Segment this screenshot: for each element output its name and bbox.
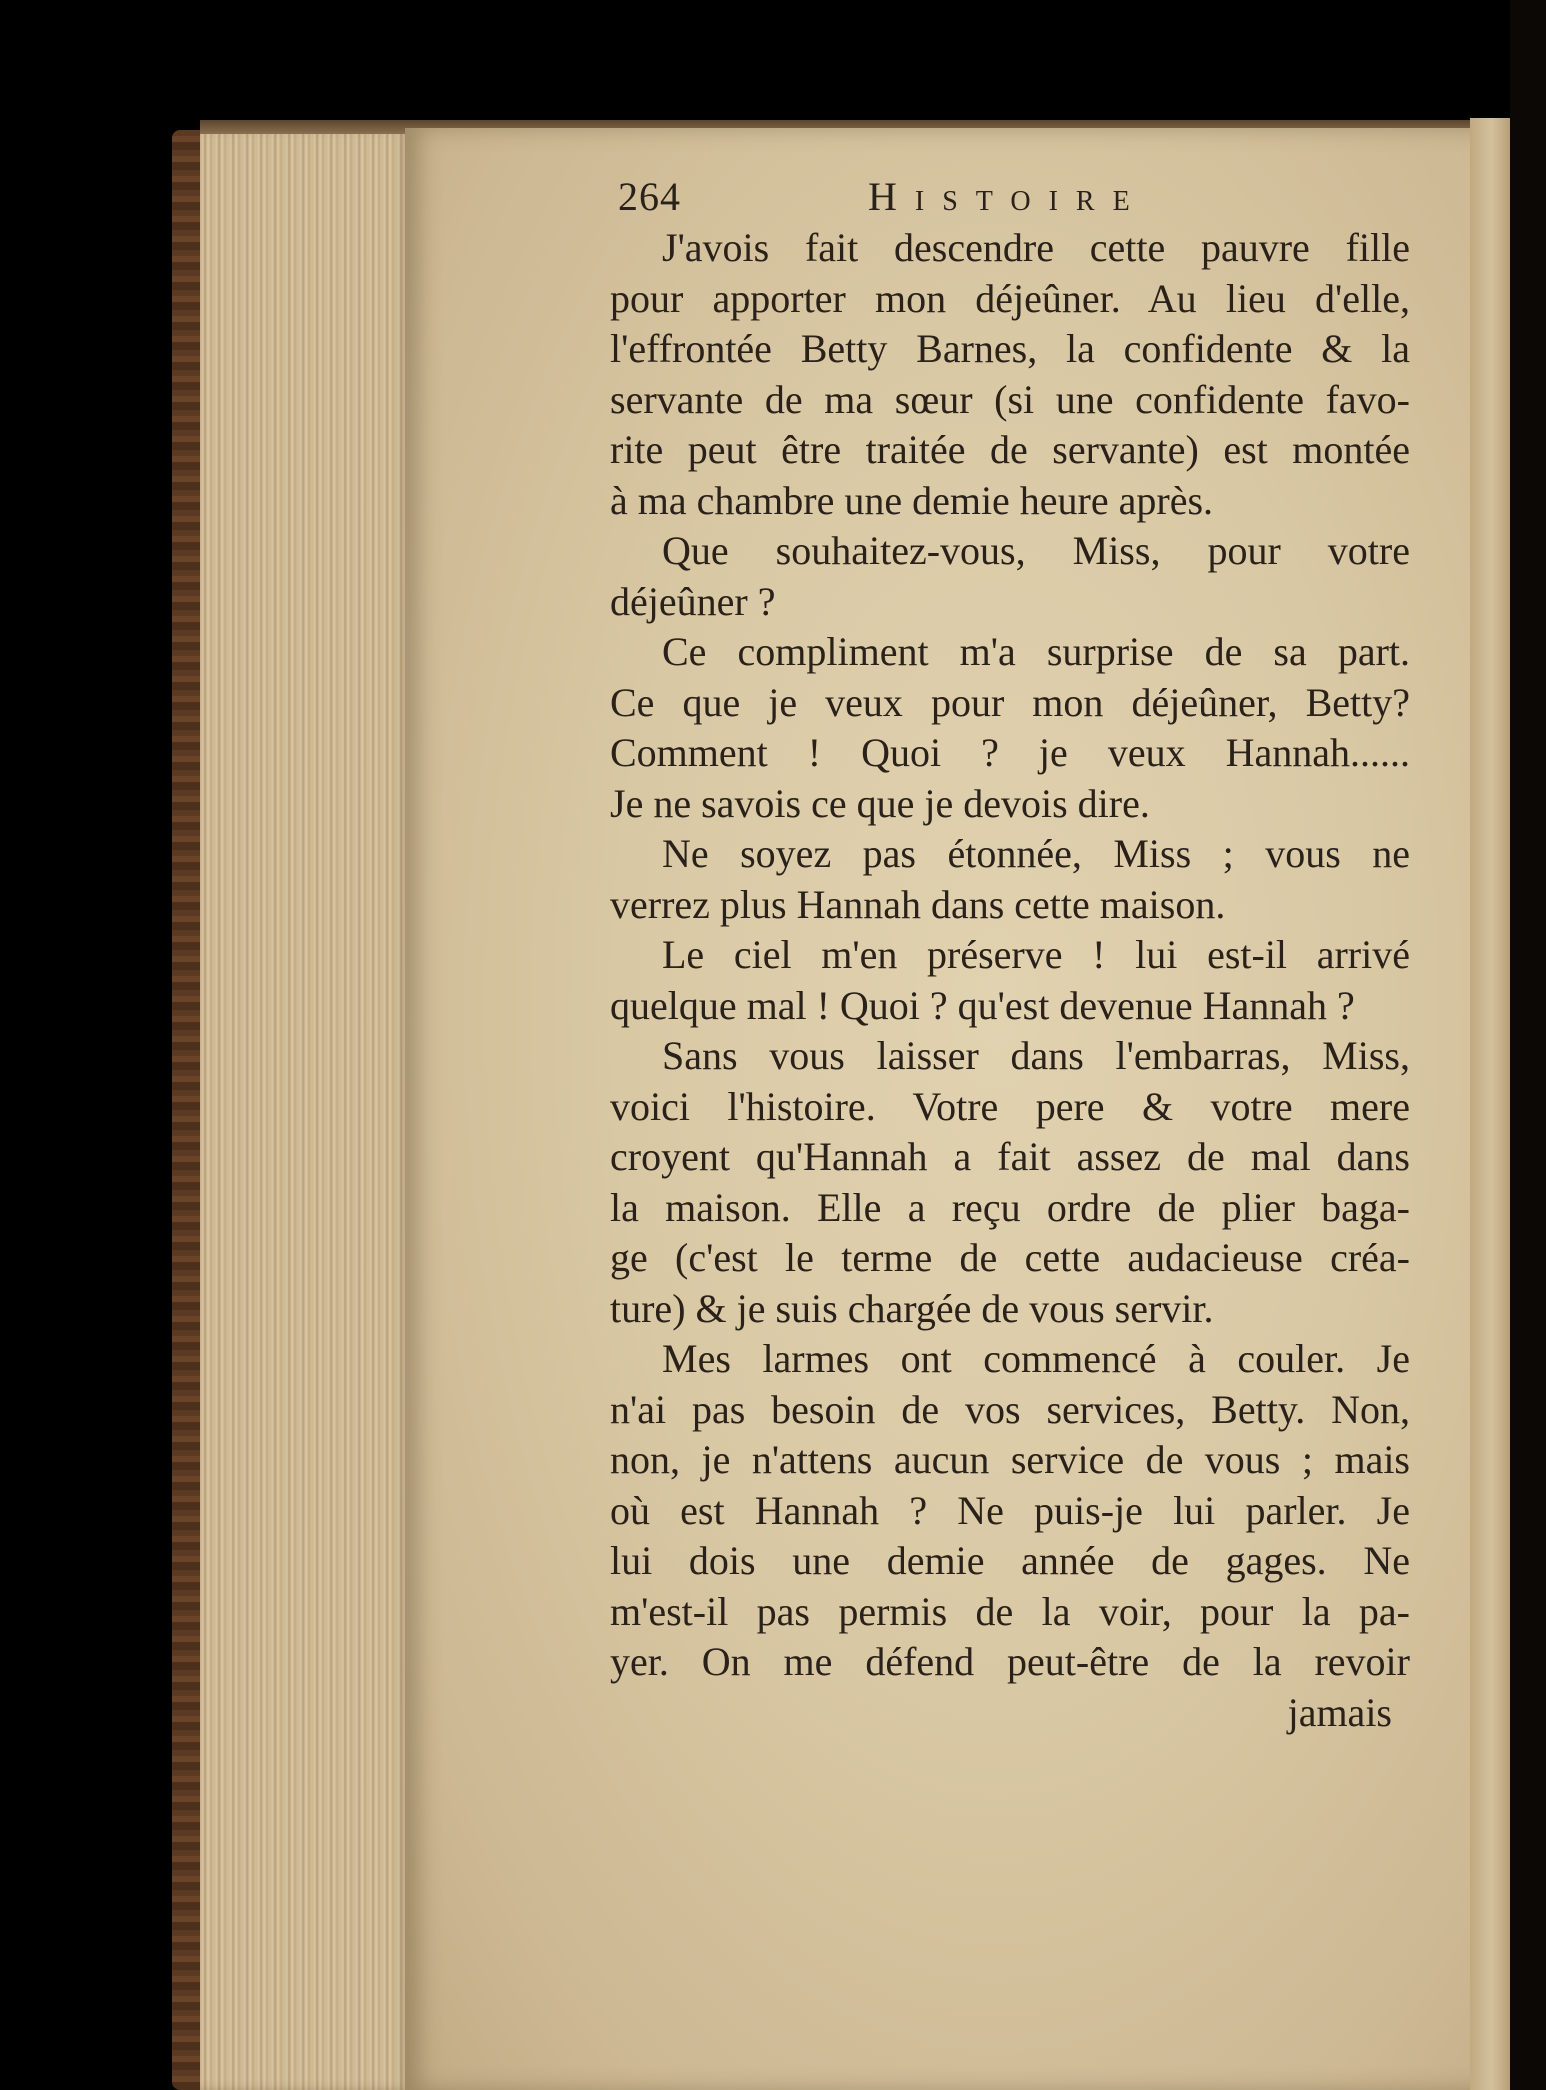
- running-title: Histoire: [868, 174, 1148, 219]
- text-line: Ce compliment m'a surprise de sa part.: [662, 629, 1410, 674]
- text-line: à ma chambre une demie heure après.: [610, 477, 1214, 523]
- text-line: Ne soyez pas étonnée, Miss ; vous ne: [662, 831, 1410, 876]
- running-head: [610, 165, 1410, 223]
- text-line: où est Hannah ? Ne puis-je lui parler. Je: [610, 1487, 1410, 1533]
- text-line: Que souhaitez-vous, Miss, pour votre: [662, 528, 1410, 573]
- text-line: déjeûner ?: [610, 578, 776, 624]
- catchword: jamais: [1287, 1689, 1392, 1735]
- text-line: lui dois une demie année de gages. Ne: [610, 1538, 1410, 1583]
- text-line: non, je n'attens aucun service de vous ; mais: [610, 1437, 1410, 1482]
- text-line: pour apporter mon déjeûner. Au lieu d'elle,: [610, 275, 1410, 321]
- text-line: croyent qu'Hannah a fait assez de mal dans: [610, 1134, 1410, 1179]
- text-line: yer. On me défend peut-être de la revoir: [610, 1639, 1410, 1684]
- text-line: n'ai pas besoin de vos services, Betty. Non,: [610, 1386, 1410, 1432]
- text-line: verrez plus Hannah dans cette maison.: [610, 881, 1226, 927]
- text-line: l'effrontée Betty Barnes, la confidente & la: [610, 326, 1410, 371]
- text-line: Mes larmes ont commencé à couler. Je: [662, 1336, 1410, 1381]
- text-line: rite peut être traitée de servante) est montée: [610, 427, 1410, 472]
- text-line: Sans vous laisser dans l'embarras, Miss,: [662, 1033, 1410, 1078]
- text-line: Je ne savois ce que je devois dire.: [610, 780, 1150, 826]
- text-line: ture) & je suis chargée de vous servir.: [610, 1285, 1214, 1331]
- text-line: Comment ! Quoi ? je veux Hannah......: [610, 730, 1410, 775]
- background-right: [1510, 0, 1546, 2090]
- text-line: m'est-il pas permis de la voir, pour la pa-: [610, 1588, 1410, 1634]
- page-text: [610, 165, 1410, 1738]
- text-line: voici l'histoire. Votre pere & votre mere: [610, 1083, 1410, 1129]
- text-line: Le ciel m'en préserve ! lui est-il arrivé: [662, 932, 1410, 977]
- text-line: la maison. Elle a reçu ordre de plier baga-: [610, 1184, 1410, 1230]
- text-line: Ce que je veux pour mon déjeûner, Betty?: [610, 679, 1410, 725]
- text-line: J'avois fait descendre cette pauvre fille: [662, 225, 1410, 270]
- text-line: quelque mal ! Quoi ? qu'est devenue Hannah ?: [610, 982, 1355, 1028]
- page-number: 264: [618, 174, 681, 219]
- text-line: ge (c'est le terme de cette audacieuse créa-: [610, 1235, 1410, 1280]
- page-edges: [200, 128, 410, 2090]
- text-line: servante de ma sœur (si une confidente favo-: [610, 376, 1410, 422]
